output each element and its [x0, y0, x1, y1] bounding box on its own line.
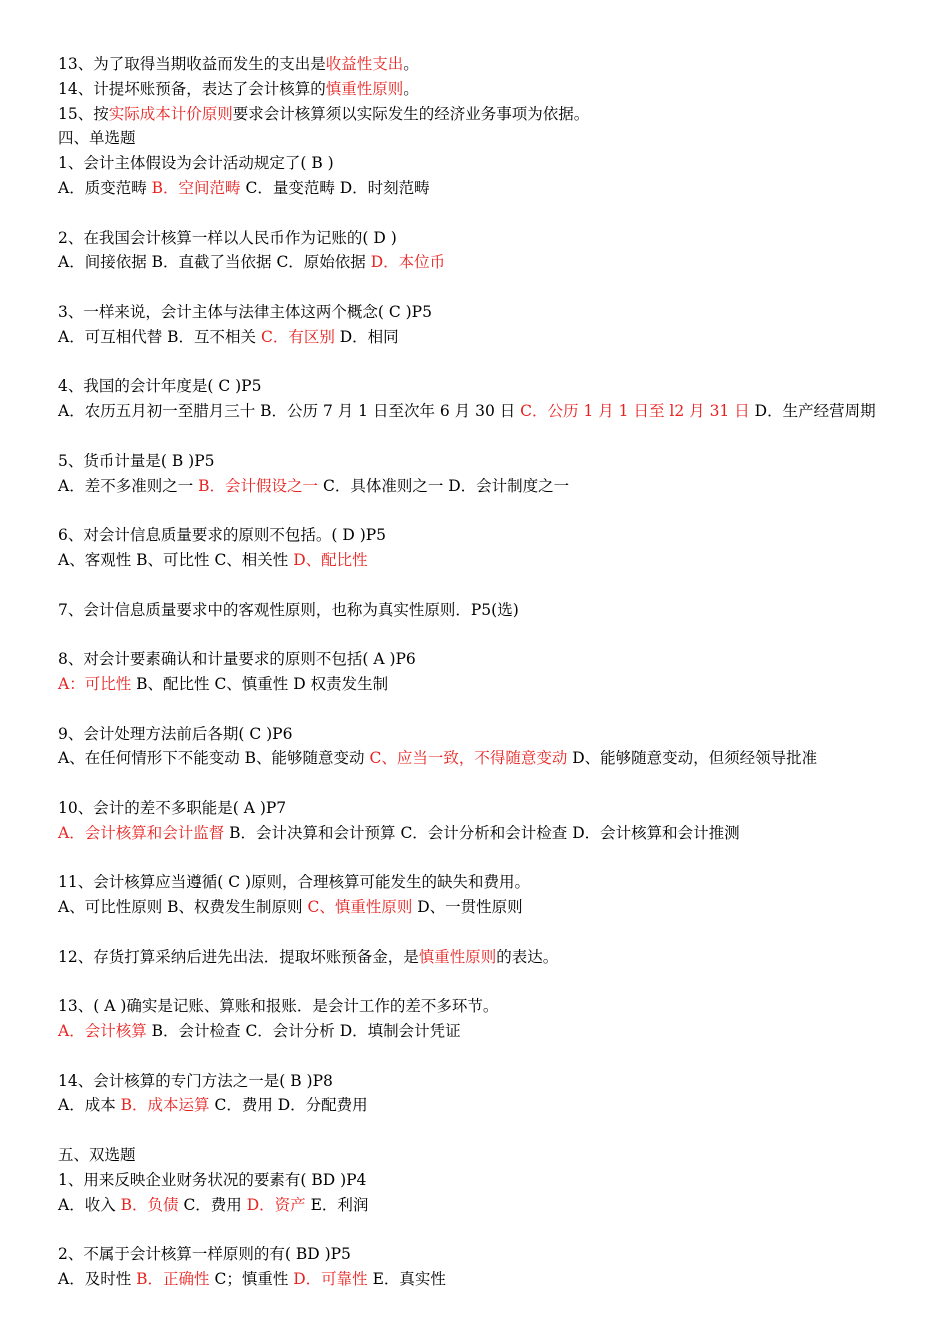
text-segment: B．会计检查 C．会计分析 D．填制会计凭证	[146, 1022, 461, 1041]
blank-line	[58, 573, 918, 598]
text-line	[58, 1168, 918, 1193]
text-line	[58, 523, 918, 548]
text-line	[58, 300, 918, 325]
text-segment: 五、双选题	[58, 1146, 136, 1165]
blank-line	[58, 622, 918, 647]
text-segment: A．间接依据 B．直截了当依据 C．原始依据	[58, 253, 371, 272]
answer-highlight: 实际成本计价原则	[108, 104, 233, 123]
text-segment: A．及时性	[58, 1270, 137, 1289]
text-segment: A．农历五月初一至腊月三十 B．公历 7 月 1 日至次年 6 月 30 日	[58, 402, 521, 421]
text-segment: C．具体准则之一 D．会计制度之一	[318, 476, 570, 495]
blank-line	[58, 424, 918, 449]
text-segment: 12、存货打算采纳后进先出法．提取坏账预备金，是	[58, 947, 419, 966]
text-segment: C．费用 D．分配费用	[209, 1096, 368, 1115]
text-segment: A、客观性 B、可比性 C、相关性	[58, 550, 294, 569]
text-segment: C．费用	[178, 1195, 247, 1214]
text-segment: 6、对会计信息质量要求的原则不包括。( D )P5	[58, 526, 387, 545]
text-segment: 13、( A )确实是记账、算账和报账．是会计工作的差不多环节。	[58, 997, 499, 1016]
answer-highlight: C．公历 1 月 1 日至 l2 月 31 日	[520, 402, 750, 421]
blank-line	[58, 846, 918, 871]
text-line	[58, 647, 918, 672]
text-line	[58, 548, 918, 573]
text-segment: 15、按	[58, 104, 109, 123]
text-line	[58, 250, 918, 275]
text-line	[58, 598, 918, 623]
text-segment: C．量变范畴 D．时刻范畴	[240, 178, 430, 197]
answer-highlight: C．有区别	[260, 327, 335, 346]
text-line	[58, 449, 918, 474]
text-segment: 9、会计处理方法前后各期( C )P6	[58, 724, 293, 743]
text-line	[58, 1242, 918, 1267]
text-line	[58, 374, 918, 399]
answer-highlight: B．空间范畴	[151, 178, 241, 197]
text-line	[58, 399, 918, 424]
blank-line	[58, 920, 918, 945]
text-segment: A．差不多准则之一	[58, 476, 199, 495]
text-line	[58, 821, 918, 846]
text-segment: 要求会计核算须以实际发生的经济业务事项为依据。	[232, 104, 590, 123]
text-line	[58, 945, 918, 970]
text-segment: 14、会计核算的专门方法之一是( B )P8	[58, 1071, 333, 1090]
text-segment: A、在任何情形下不能变动 B、能够随意变动	[58, 749, 370, 768]
blank-line	[58, 498, 918, 523]
text-line	[58, 102, 918, 127]
text-segment: A．成本	[58, 1096, 121, 1115]
text-line	[58, 126, 918, 151]
blank-line	[58, 969, 918, 994]
text-line	[58, 796, 918, 821]
answer-highlight: C、慎重性原则	[307, 898, 413, 917]
text-line	[58, 1019, 918, 1044]
answer-highlight: A．会计核算	[58, 1022, 147, 1041]
text-line	[58, 176, 918, 201]
text-segment: C；慎重性	[209, 1270, 294, 1289]
answer-highlight: 收益性支出	[325, 55, 404, 73]
text-segment: 11、会计核算应当遵循( C )原则，合理核算可能发生的缺失和费用。	[58, 873, 531, 892]
text-line	[58, 474, 918, 499]
text-segment: 。	[403, 79, 419, 98]
blank-line	[58, 275, 918, 300]
text-line	[58, 722, 918, 747]
text-line	[58, 1069, 918, 1094]
text-segment: A、可比性原则 B、权费发生制原则	[58, 898, 308, 917]
text-segment: 5、货币计量是( B )P5	[58, 451, 215, 470]
text-segment: 7、会计信息质量要求中的客观性原则，也称为真实性原则．P5(选)	[58, 600, 519, 619]
text-line	[58, 870, 918, 895]
text-segment: 2、不属于会计核算一样原则的有( BD )P5	[58, 1245, 351, 1264]
answer-highlight: B．负债	[120, 1195, 179, 1214]
text-segment: D、一贯性原则	[412, 898, 523, 917]
text-line	[58, 672, 918, 697]
answer-highlight: B．会计假设之一	[198, 476, 319, 495]
answer-highlight: D．资产	[246, 1195, 306, 1214]
answer-highlight: A．会计核算和会计监督	[58, 823, 225, 842]
answer-highlight: D．本位币	[370, 253, 446, 272]
blank-line	[58, 350, 918, 375]
answer-highlight: B．成本运算	[120, 1096, 210, 1115]
text-segment: D、能够随意变动，但须经领导批准	[567, 749, 818, 768]
text-segment: B、配比性 C、慎重性 D 权责发生制	[131, 674, 389, 693]
text-segment: 四、单选题	[58, 129, 136, 148]
text-line	[58, 1143, 918, 1168]
text-line	[58, 52, 918, 77]
text-segment: A．可互相代替 B．互不相关	[58, 327, 261, 346]
blank-line	[58, 1044, 918, 1069]
text-segment: 的表达。	[496, 947, 559, 966]
text-segment: A．质变范畴	[58, 178, 152, 197]
text-segment: 8、对会计要素确认和计量要求的原则不包括( A )P6	[58, 650, 416, 669]
text-segment: B．会计决算和会计预算 C．会计分析和会计检查 D．会计核算和会计推测	[224, 823, 740, 842]
text-segment: D．相同	[334, 327, 399, 346]
text-segment: E．利润	[305, 1195, 369, 1214]
blank-line	[58, 771, 918, 796]
text-line	[58, 1193, 918, 1218]
blank-line	[58, 697, 918, 722]
answer-highlight: 慎重性原则	[418, 947, 497, 966]
text-segment: 4、我国的会计年度是( C )P5	[58, 377, 262, 396]
answer-highlight: D、配比性	[293, 550, 368, 569]
answer-highlight: C、应当一致，不得随意变动	[369, 749, 568, 768]
text-line	[58, 1093, 918, 1118]
text-segment: 1、用来反映企业财务状况的要素有( BD )P4	[58, 1170, 367, 1189]
text-line	[58, 77, 918, 102]
answer-highlight: A：可比性	[58, 674, 132, 693]
blank-line	[58, 1118, 918, 1143]
blank-line	[58, 201, 918, 226]
text-segment: D．生产经营周期	[749, 402, 876, 421]
answer-highlight: 慎重性原则	[325, 79, 404, 98]
blank-line	[58, 1217, 918, 1242]
text-line	[58, 226, 918, 251]
answer-highlight: D．可靠性	[293, 1270, 368, 1289]
text-segment: E．真实性	[367, 1270, 446, 1289]
text-segment: 。	[403, 55, 419, 73]
text-segment: 2、在我国会计核算一样以人民币作为记账的( D )	[58, 228, 397, 247]
text-segment: 14、计提坏账预备，表达了会计核算的	[58, 79, 326, 98]
text-line	[58, 895, 918, 920]
document-body	[58, 52, 918, 1292]
text-line	[58, 151, 918, 176]
answer-highlight: B．正确性	[136, 1270, 210, 1289]
text-line	[58, 994, 918, 1019]
text-segment: A．收入	[58, 1195, 121, 1214]
text-line	[58, 325, 918, 350]
text-segment: 3、一样来说，会计主体与法律主体这两个概念( C )P5	[58, 302, 432, 321]
text-line	[58, 746, 918, 771]
text-segment: 10、会计的差不多职能是( A )P7	[58, 798, 287, 817]
text-segment: 13、为了取得当期收益而发生的支出是	[58, 55, 326, 73]
text-line	[58, 1267, 918, 1292]
text-segment: 1、会计主体假设为会计活动规定了( B )	[58, 154, 334, 173]
